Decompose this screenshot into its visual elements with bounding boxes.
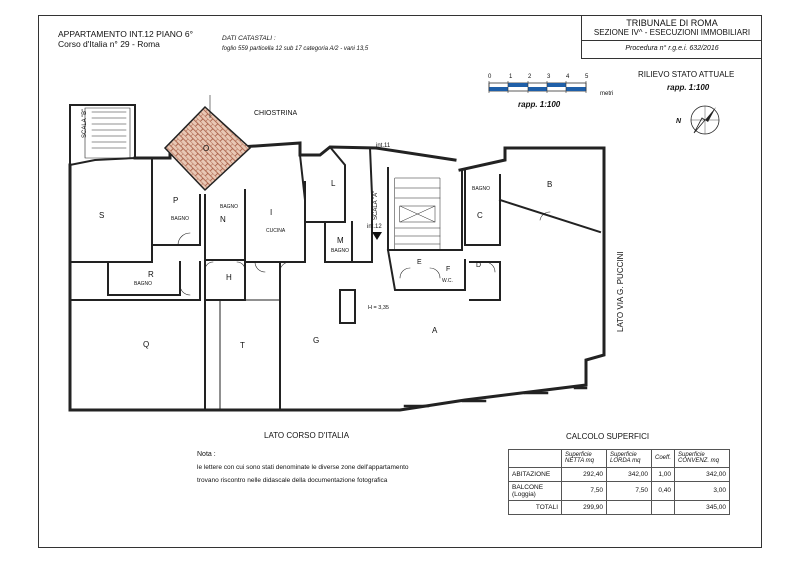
note-bagno-r: BAGNO xyxy=(134,281,153,287)
room-G: G xyxy=(313,336,320,345)
room-O: O xyxy=(203,144,210,153)
table-cell: 299,90 xyxy=(562,500,607,514)
room-Q: Q xyxy=(143,340,150,349)
int11-label: int.11 xyxy=(376,143,391,149)
table-header-cell: Superficie CONVENZ. mq xyxy=(675,450,730,468)
table-cell: BALCONE (Loggia) xyxy=(509,481,562,500)
tribunale-name: TRIBUNALE DI ROMA xyxy=(626,18,718,28)
scale-tick-3: 3 xyxy=(547,74,551,80)
note-wc: W.C. xyxy=(442,278,453,284)
scale-tick-1: 1 xyxy=(509,74,513,80)
scala-a-label: SCALA "A" xyxy=(373,190,379,220)
table-cell: TOTALI xyxy=(509,500,562,514)
int12-label: int.12 xyxy=(367,224,382,230)
table-cell: 7,50 xyxy=(607,481,652,500)
table-cell: 1,00 xyxy=(652,467,675,481)
table-header-cell: Superficie LORDA mq xyxy=(607,450,652,468)
height-label: H = 3,35 xyxy=(368,305,389,311)
entry-marker-icon xyxy=(372,232,382,240)
scale-unit: metri xyxy=(600,91,614,97)
nota-heading: Nota : xyxy=(197,451,216,458)
scale-tick-2: 2 xyxy=(528,74,532,80)
note-cucina: CUCINA xyxy=(266,228,286,234)
table-cell: 342,00 xyxy=(675,467,730,481)
note-bagno-p: BAGNO xyxy=(171,216,190,222)
note-bagno-n: BAGNO xyxy=(220,204,239,210)
lato-via-label: LATO VIA G. PUCCINI xyxy=(616,251,625,332)
room-C: C xyxy=(477,211,483,220)
room-I: I xyxy=(270,208,273,217)
room-R: R xyxy=(148,270,154,279)
room-T: T xyxy=(240,341,245,350)
note-bagno-c: BAGNO xyxy=(472,186,491,192)
table-header-cell: Coeff. xyxy=(652,450,675,468)
room-B: B xyxy=(547,180,553,189)
nota-line1: le lettere con cui sono stati denominate le diverse zone dell'appartamento xyxy=(197,464,409,471)
table-cell xyxy=(652,500,675,514)
table-cell: 342,00 xyxy=(607,467,652,481)
north-label: N xyxy=(676,118,682,125)
room-D: D xyxy=(476,262,482,269)
scale-ratio: rapp. 1:100 xyxy=(518,100,561,109)
room-E: E xyxy=(417,259,422,266)
front-windows xyxy=(90,388,586,410)
room-F: F xyxy=(446,266,451,273)
rilievo-ratio: rapp. 1:100 xyxy=(667,83,710,92)
room-M: M xyxy=(337,236,344,245)
scala-b-label: SCALA "B" xyxy=(82,108,88,138)
tribunale-section: SEZIONE IV^ - ESECUZIONI IMMOBILIARI xyxy=(593,28,751,37)
room-A: A xyxy=(432,326,438,335)
apartment-title: APPARTAMENTO INT.12 PIANO 6° xyxy=(58,29,194,39)
table-cell: 292,40 xyxy=(562,467,607,481)
procedura: Procedura n° r.g.e.i. 632/2016 xyxy=(625,45,719,52)
apartment-address: Corso d'Italia n° 29 - Roma xyxy=(58,39,160,49)
lato-corso-label: LATO CORSO D'ITALIA xyxy=(264,431,350,440)
stair-b xyxy=(85,108,130,158)
scale-bar xyxy=(489,81,586,93)
room-N: N xyxy=(220,215,226,224)
door-swings xyxy=(178,212,550,295)
note-bagno-m: BAGNO xyxy=(331,248,350,254)
table-cell: 3,00 xyxy=(675,481,730,500)
table-cell: ABITAZIONE xyxy=(509,467,562,481)
scale-tick-4: 4 xyxy=(566,74,570,80)
room-L: L xyxy=(331,179,336,188)
nota-line2: trovano riscontro nelle didascale della documentazione fotografica xyxy=(197,477,388,484)
rilievo-label: RILIEVO STATO ATTUALE xyxy=(638,70,735,79)
table-header-cell xyxy=(509,450,562,468)
table-cell: 345,00 xyxy=(675,500,730,514)
room-H: H xyxy=(226,273,232,282)
north-arrow-icon xyxy=(691,106,719,134)
table-cell: 7,50 xyxy=(562,481,607,500)
superfici-table xyxy=(508,449,730,515)
catasto-detail: foglio 559 particella 12 sub 17 categoria A/2 - vani 13,5 xyxy=(222,46,369,52)
calcolo-title: CALCOLO SUPERFICI xyxy=(566,432,650,441)
stair-a xyxy=(395,178,440,250)
scale-tick-0: 0 xyxy=(488,74,492,80)
table-cell xyxy=(607,500,652,514)
table-row xyxy=(509,481,730,500)
table-header-cell: Superficie NETTA mq xyxy=(562,450,607,468)
room-S: S xyxy=(99,211,105,220)
room-P: P xyxy=(173,196,179,205)
table-header-row xyxy=(509,450,730,468)
scale-tick-5: 5 xyxy=(585,74,589,80)
table-cell: 0,40 xyxy=(652,481,675,500)
table-row xyxy=(509,500,730,514)
catasto-heading: DATI CATASTALI : xyxy=(222,35,276,42)
chiostrina-label: CHIOSTRINA xyxy=(254,110,298,117)
table-row xyxy=(509,467,730,481)
